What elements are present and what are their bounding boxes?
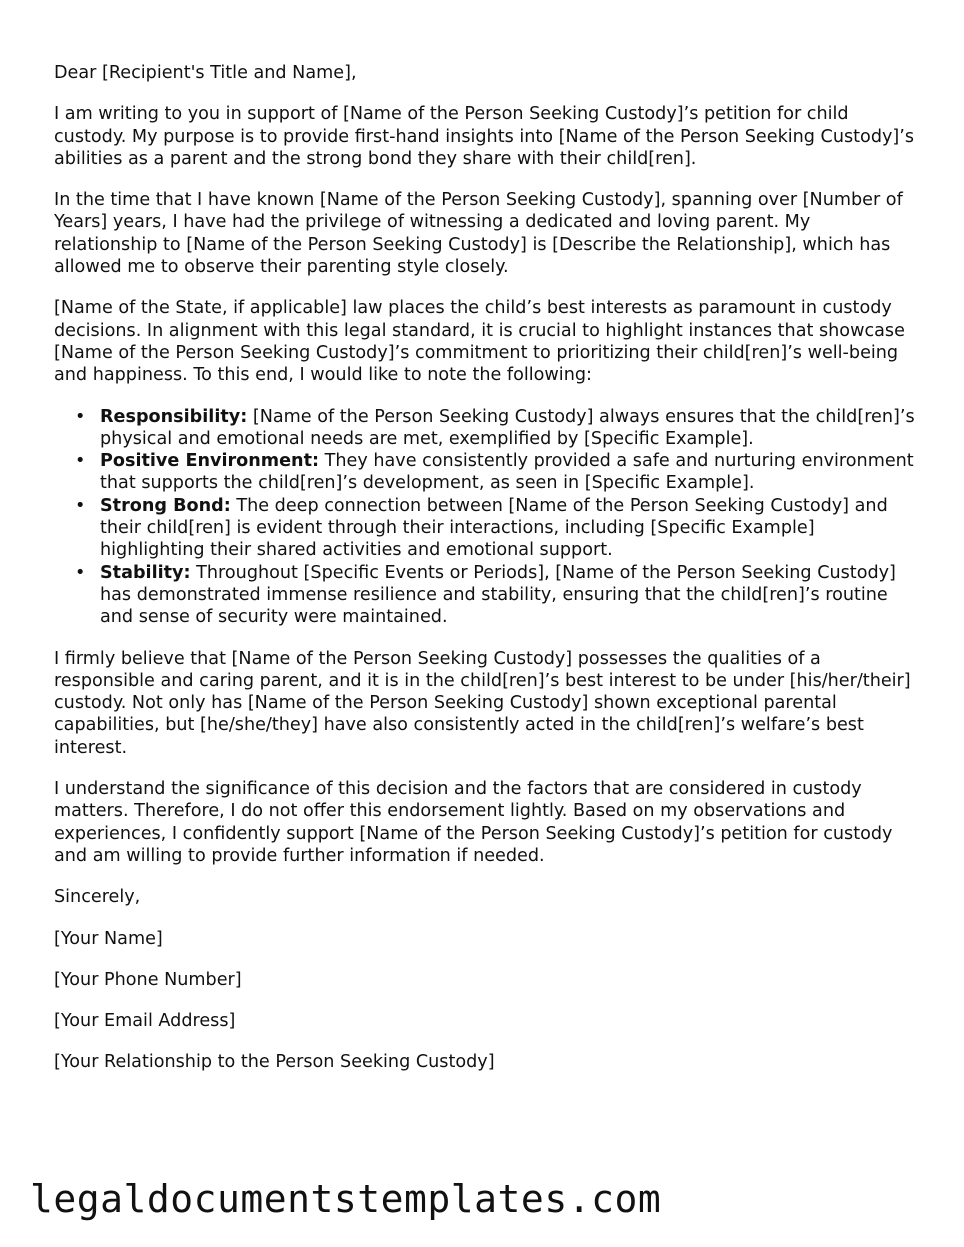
salutation: Dear [Recipient's Title and Name],: [54, 63, 357, 83]
list-item-label: Strong Bond:: [100, 495, 231, 516]
list-item-text: They have consistently provided a safe and nurturing environment that supports the child[ren]’s development, as seen in [Specific Example].: [100, 451, 914, 494]
list-item-label: Positive Environment:: [100, 451, 320, 472]
list-item-responsibility: [75, 406, 916, 451]
relationship-paragraph: In the time that I have known [Name of the Person Seeking Custody], spanning over [Number of Years] years, I have had the privilege of witnessing a dedicated and loving parent. My relationship to [Name of the Person Seeking Custody] is [Describe the Relationship], which has allowed me to observe their parenting style closely.: [54, 190, 903, 278]
bullet-icon: •: [75, 406, 86, 427]
list-item-text: [Name of the Person Seeking Custody] always ensures that the child[ren]’s physical and emotional needs are met, exemplified by [Specific Example].: [100, 406, 915, 449]
signature-relationship: [Your Relationship to the Person Seeking Custody]: [54, 1052, 495, 1073]
intro-paragraph: I am writing to you in support of [Name of the Person Seeking Custody]’s petition for child custody. My purpose is to provide first-hand insights into [Name of the Person Seeking Custody]’s abilities as a parent and the strong bond they share with their child[ren].: [54, 104, 915, 169]
sign-off: Sincerely,: [54, 887, 141, 908]
letter-body: [54, 62, 916, 1093]
qualities-list: [54, 406, 916, 629]
signature-email: [Your Email Address]: [54, 1011, 236, 1032]
endorsement-paragraph: I understand the significance of this decision and the factors that are considered in custody matters. Therefore, I do not offer this endorsement lightly. Based on my observations and experiences, I confidently support [Name of the Person Seeking Custody]’s petition for custody and am willing to provide further information if needed.: [54, 779, 893, 866]
signature-phone: [Your Phone Number]: [54, 969, 242, 990]
list-item-label: Stability:: [100, 562, 191, 583]
bullet-icon: •: [75, 562, 86, 583]
bullet-icon: •: [75, 451, 86, 472]
list-item-text: Throughout [Specific Events or Periods], [Name of the Person Seeking Custody] has demonstrated immense resilience and stability, ensuring that the child[ren]’s routine and sense of security were maintained.: [100, 562, 896, 628]
list-item-text: The deep connection between [Name of the Person Seeking Custody] and their child[ren] is evident through their interactions, including [Specific Example] highlighting their shared activities and emotional support.: [100, 495, 888, 561]
signature-name: [Your Name]: [54, 928, 163, 949]
list-item-positive-environment: [75, 450, 916, 495]
site-watermark: legaldocumentstemplates.com: [30, 1177, 662, 1221]
list-item-strong-bond: [75, 495, 916, 562]
list-item-stability: [75, 562, 916, 629]
legal-standard-paragraph: [Name of the State, if applicable] law places the child’s best interests as paramount in custody decisions. In alignment with this legal standard, it is crucial to highlight instances that showcase [Name of the Person Seeking Custody]’s commitment to prioritizing their child[ren]’s well-being and happiness. To this end, I would like to note the following:: [54, 298, 905, 386]
bullet-icon: •: [75, 495, 86, 516]
belief-paragraph: I firmly believe that [Name of the Person Seeking Custody] possesses the qualities of a responsible and caring parent, and it is in the child[ren]’s best interest to be under [his/her/their] custody. Not only has [Name of the Person Seeking Custody] shown exceptional parental capabilities, but [he/she/they] have also consistently acted in the child[ren]’s welfare’s best interest.: [54, 648, 911, 758]
list-item-label: Responsibility:: [100, 406, 248, 427]
